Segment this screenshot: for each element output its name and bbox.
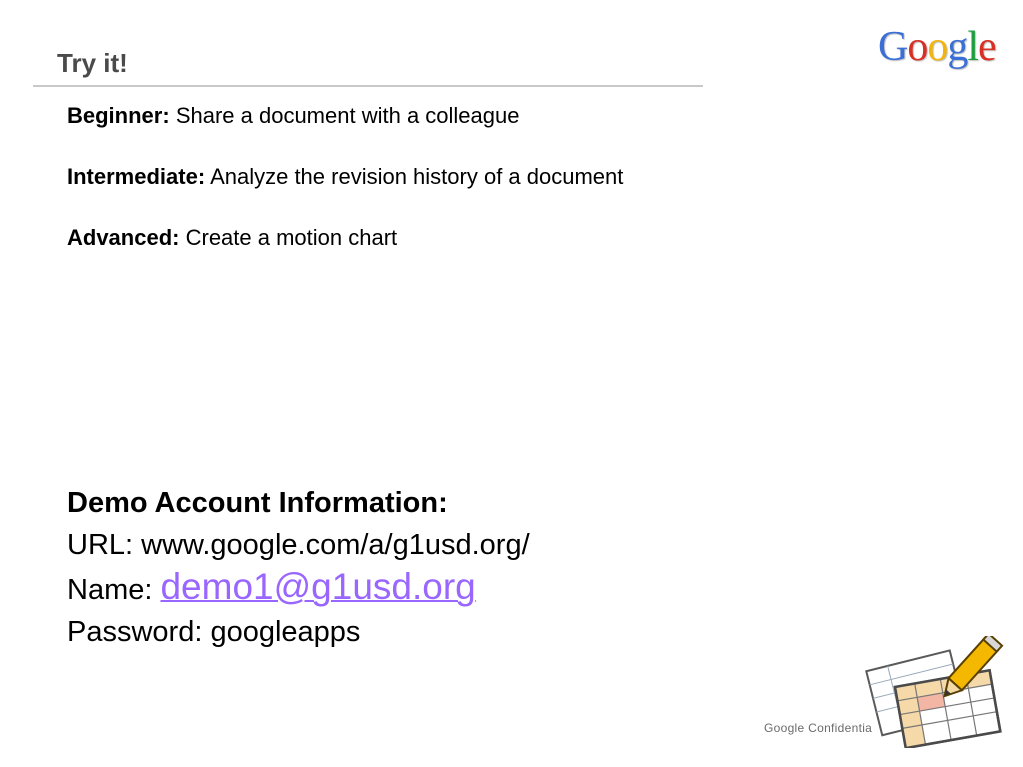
logo-letter: e <box>978 24 996 70</box>
url-label: URL: <box>67 529 134 561</box>
task-description: Create a motion chart <box>185 225 398 250</box>
confidential-footer: Google Confidentia <box>764 721 873 735</box>
demo-name-line <box>67 566 530 611</box>
name-label: Name: <box>67 574 153 606</box>
task-description: Share a document with a colleague <box>175 103 520 128</box>
password-value: googleapps <box>210 616 361 648</box>
logo-letter: g <box>947 24 968 70</box>
logo-letter: o <box>907 24 928 70</box>
task-beginner <box>67 103 519 129</box>
task-description: Analyze the revision history of a document <box>210 164 624 189</box>
password-label: Password: <box>67 616 203 648</box>
title-divider <box>33 85 703 87</box>
task-advanced <box>67 225 397 251</box>
demo-url-line <box>67 524 530 566</box>
demo-password-line <box>67 611 530 653</box>
name-email-link[interactable]: demo1@g1usd.org <box>160 566 476 607</box>
demo-account-info <box>67 482 530 653</box>
task-intermediate <box>67 164 623 190</box>
spreadsheet-pencil-icon <box>864 636 1004 748</box>
google-logo <box>878 22 996 72</box>
logo-letter: l <box>967 24 979 70</box>
logo-letter: o <box>927 24 948 70</box>
logo-letter: G <box>878 24 908 70</box>
url-value: www.google.com/a/g1usd.org/ <box>141 529 530 561</box>
task-level: Advanced: <box>67 225 180 250</box>
task-level: Beginner: <box>67 103 170 128</box>
demo-account-heading: Demo Account Information: <box>67 487 448 519</box>
task-level: Intermediate: <box>67 164 206 189</box>
slide-title: Try it! <box>57 48 128 78</box>
